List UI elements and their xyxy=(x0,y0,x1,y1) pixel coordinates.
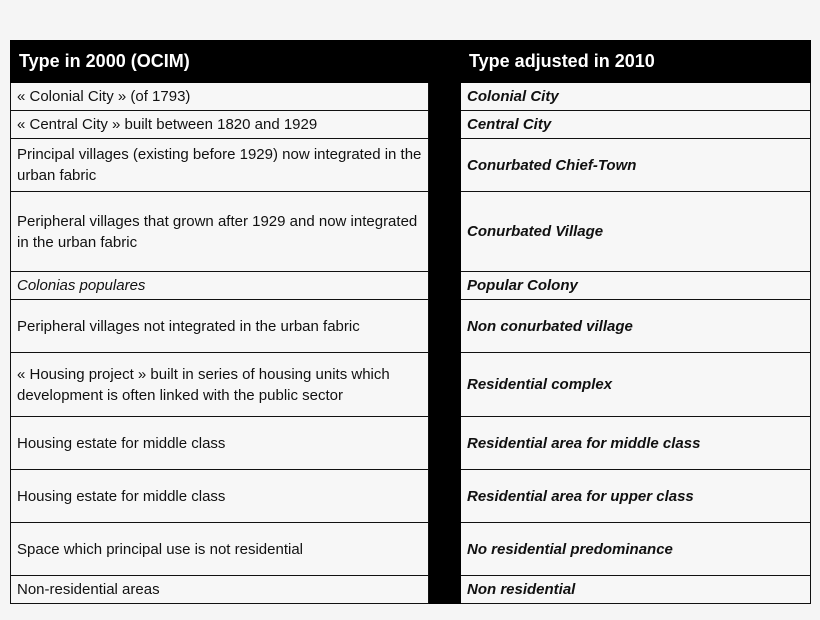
cell-type-2000: Housing estate for middle class xyxy=(11,417,429,470)
cell-type-2010: Colonial City xyxy=(461,83,811,111)
column-divider xyxy=(429,139,461,192)
table-row xyxy=(11,353,811,417)
table-row xyxy=(11,139,811,192)
cell-type-2010: Residential area for upper class xyxy=(461,470,811,523)
cell-type-2010: Conurbated Chief-Town xyxy=(461,139,811,192)
table-row xyxy=(11,576,811,604)
column-divider xyxy=(429,111,461,139)
column-divider xyxy=(429,353,461,417)
cell-type-2000: Non-residential areas xyxy=(11,576,429,604)
type-mapping-table xyxy=(10,40,811,604)
column-divider xyxy=(429,417,461,470)
table-row xyxy=(11,417,811,470)
cell-type-2010: Non conurbated village xyxy=(461,300,811,353)
table-row xyxy=(11,111,811,139)
column-divider xyxy=(429,576,461,604)
cell-type-2000: « Central City » built between 1820 and 1929 xyxy=(11,111,429,139)
cell-type-2000: « Colonial City » (of 1793) xyxy=(11,83,429,111)
table-row xyxy=(11,83,811,111)
cell-type-2010: Popular Colony xyxy=(461,272,811,300)
cell-type-2000: « Housing project » built in series of housing units which development is often linked with the public sector xyxy=(11,353,429,417)
cell-type-2000: Principal villages (existing before 1929) now integrated in the urban fabric xyxy=(11,139,429,192)
cell-type-2000: Peripheral villages that grown after 1929 and now integrated in the urban fabric xyxy=(11,192,429,272)
header-type-2010: Type adjusted in 2010 xyxy=(461,41,811,83)
cell-type-2010: Non residential xyxy=(461,576,811,604)
table-header xyxy=(11,41,811,83)
cell-type-2000: Colonias populares xyxy=(11,272,429,300)
cell-type-2010: Residential area for middle class xyxy=(461,417,811,470)
header-row xyxy=(11,41,811,83)
table-row xyxy=(11,470,811,523)
table-row xyxy=(11,523,811,576)
column-divider xyxy=(429,470,461,523)
header-gap xyxy=(429,41,461,83)
column-divider xyxy=(429,192,461,272)
column-divider xyxy=(429,523,461,576)
column-divider xyxy=(429,300,461,353)
column-divider xyxy=(429,83,461,111)
cell-type-2010: Central City xyxy=(461,111,811,139)
table-body xyxy=(11,83,811,604)
type-mapping-table-container xyxy=(10,40,810,604)
column-divider xyxy=(429,272,461,300)
cell-type-2010: Conurbated Village xyxy=(461,192,811,272)
table-row xyxy=(11,300,811,353)
header-type-2000: Type in 2000 (OCIM) xyxy=(11,41,429,83)
cell-type-2000: Space which principal use is not residential xyxy=(11,523,429,576)
table-row xyxy=(11,272,811,300)
cell-type-2000: Peripheral villages not integrated in the urban fabric xyxy=(11,300,429,353)
table-row xyxy=(11,192,811,272)
cell-type-2000: Housing estate for middle class xyxy=(11,470,429,523)
cell-type-2010: No residential predominance xyxy=(461,523,811,576)
cell-type-2010: Residential complex xyxy=(461,353,811,417)
